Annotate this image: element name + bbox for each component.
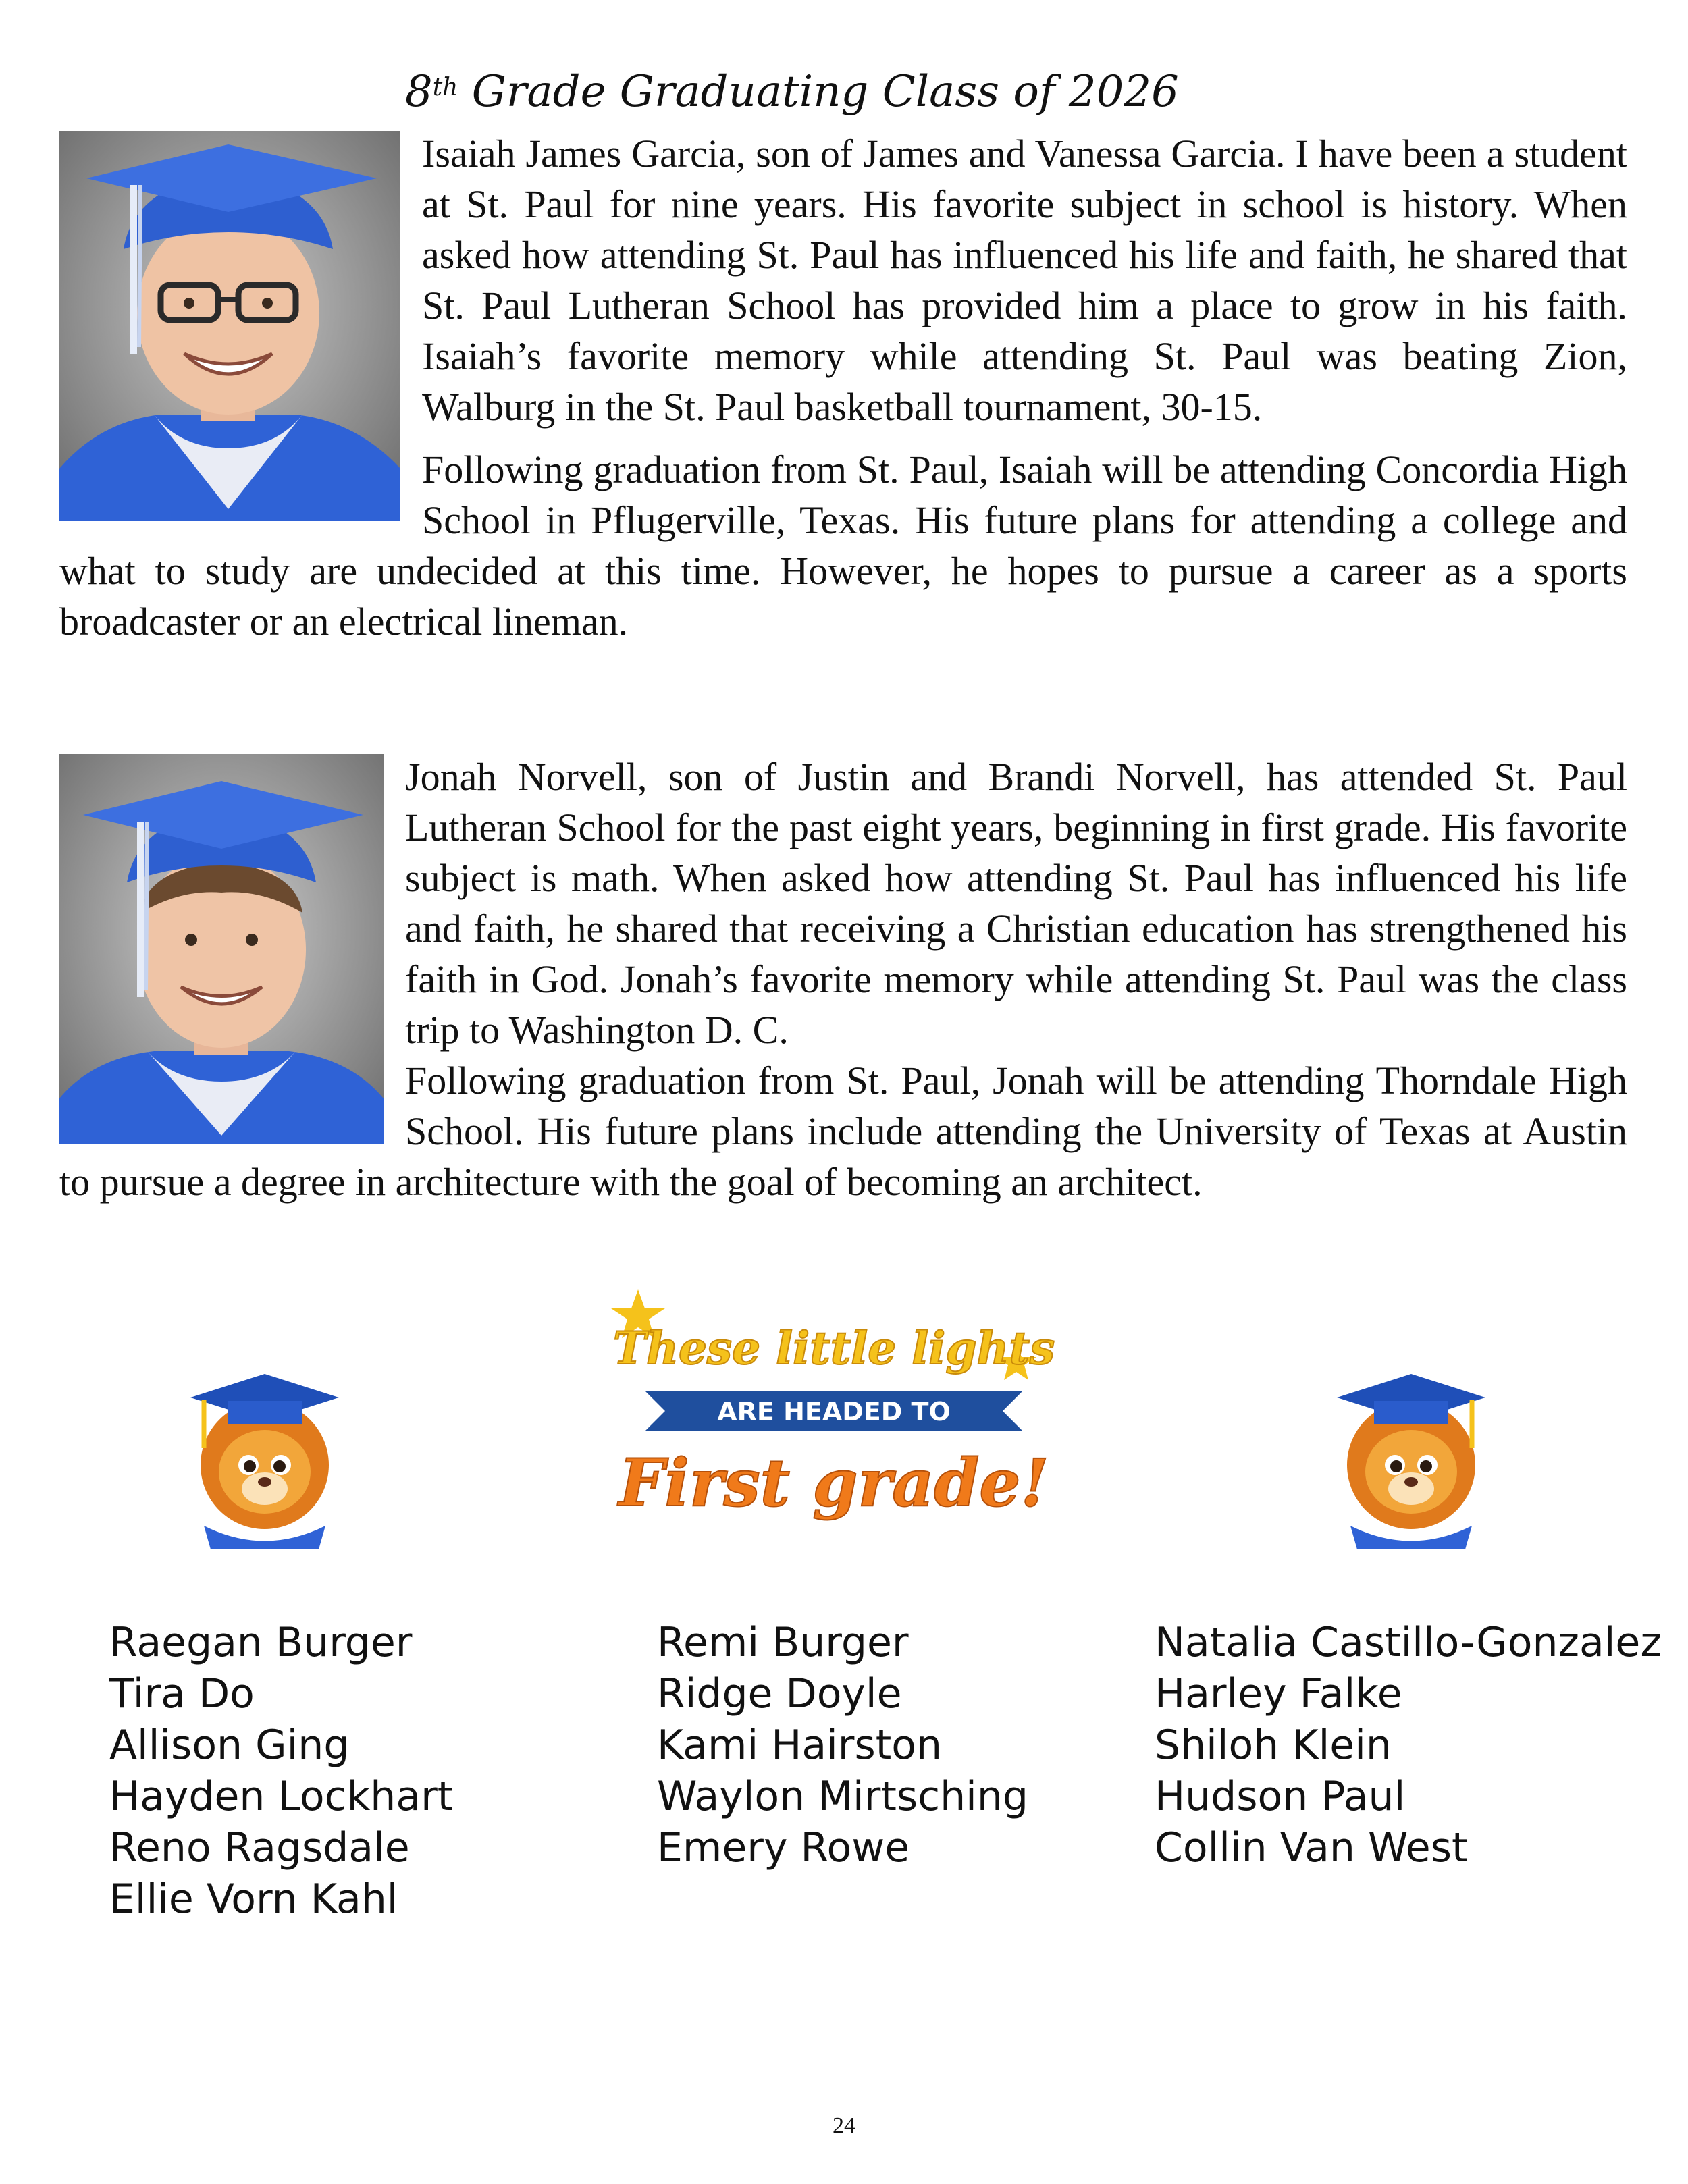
first-grade-names-column-1	[109, 1617, 453, 1925]
student-name: Allison Ging	[109, 1722, 350, 1769]
student-bio-paragraph: Following graduation from St. Paul, Isaiah will be attending Concordia High School in Pflugerville, Texas. His future plans for attending a college and what to study are undecided at this time. However, he hopes to pursue a career as a sports broadcaster or an electrical lineman.	[59, 448, 1627, 643]
student-name: Reno Ragsdale	[109, 1824, 410, 1871]
student-bio-paragraph: Isaiah James Garcia, son of James and Vanessa Garcia. I have been a student at St. Paul for nine years. His favorite subject in school is history. When asked how attending St. Paul has influenced his life and faith, he shared that St. Paul Lutheran School has provided him a place to grow in his faith. Isaiah’s favorite memory while attending St. Paul was beating Zion, Walburg in the St. Paul basketball tournament, 30-15.	[422, 132, 1627, 429]
student-name: Hayden Lockhart	[109, 1773, 454, 1820]
first-grade-names-column-2	[657, 1617, 1028, 1873]
title-ordinal-suffix: th	[432, 74, 458, 101]
student-name: Shiloh Klein	[1155, 1722, 1392, 1769]
graduate-photo-isaiah	[59, 131, 400, 521]
banner-line-3: First grade!	[618, 1445, 1049, 1521]
student-name: Ellie Vorn Kahl	[109, 1875, 398, 1923]
page-title	[405, 65, 1350, 119]
page-number: 24	[833, 2113, 855, 2138]
student-name: Emery Rowe	[657, 1824, 910, 1871]
lion-graduate-icon	[177, 1354, 352, 1556]
banner-line-1: These little lights	[612, 1322, 1055, 1375]
student-bio-jonah	[59, 751, 1627, 1207]
student-bio-paragraph: Jonah Norvell, son of Justin and Brandi Norvell, has attended St. Paul Lutheran School for the past eight years, beginning in first grade. His favorite subject is math. When asked how attending St. Paul has influenced his life and faith, he shared that receiving a Christian education has strengthened his faith in God. Jonah’s favorite memory while attending St. Paul was the class trip to Washington D. C.	[405, 755, 1627, 1052]
first-grade-names-column-3	[1155, 1617, 1662, 1873]
student-name: Ridge Doyle	[657, 1670, 902, 1717]
student-name: Waylon Mirtsching	[657, 1773, 1028, 1820]
student-name: Raegan Burger	[109, 1619, 413, 1666]
student-bio-paragraph: Following graduation from St. Paul, Jonah will be attending Thorndale High School. His future plans include attending the University of Texas at Austin to pursue a degree in architecture with the goal of becoming an architect.	[59, 1059, 1627, 1204]
student-bio-isaiah	[59, 128, 1627, 647]
student-name: Remi Burger	[657, 1619, 909, 1666]
student-name: Harley Falke	[1155, 1670, 1402, 1717]
graduate-photo-jonah	[59, 754, 384, 1144]
title-ordinal-number: 8	[405, 67, 433, 117]
banner-line-2: ARE HEADED TO	[717, 1397, 951, 1427]
title-text: Grade Graduating Class of 2026	[458, 67, 1179, 117]
student-name: Tira Do	[109, 1670, 255, 1717]
first-grade-banner	[611, 1276, 1057, 1573]
lion-graduate-icon	[1323, 1354, 1499, 1556]
student-name: Hudson Paul	[1155, 1773, 1406, 1820]
student-name: Collin Van West	[1155, 1824, 1468, 1871]
student-name: Kami Hairston	[657, 1722, 942, 1769]
student-name: Natalia Castillo-Gonzalez	[1155, 1619, 1662, 1666]
